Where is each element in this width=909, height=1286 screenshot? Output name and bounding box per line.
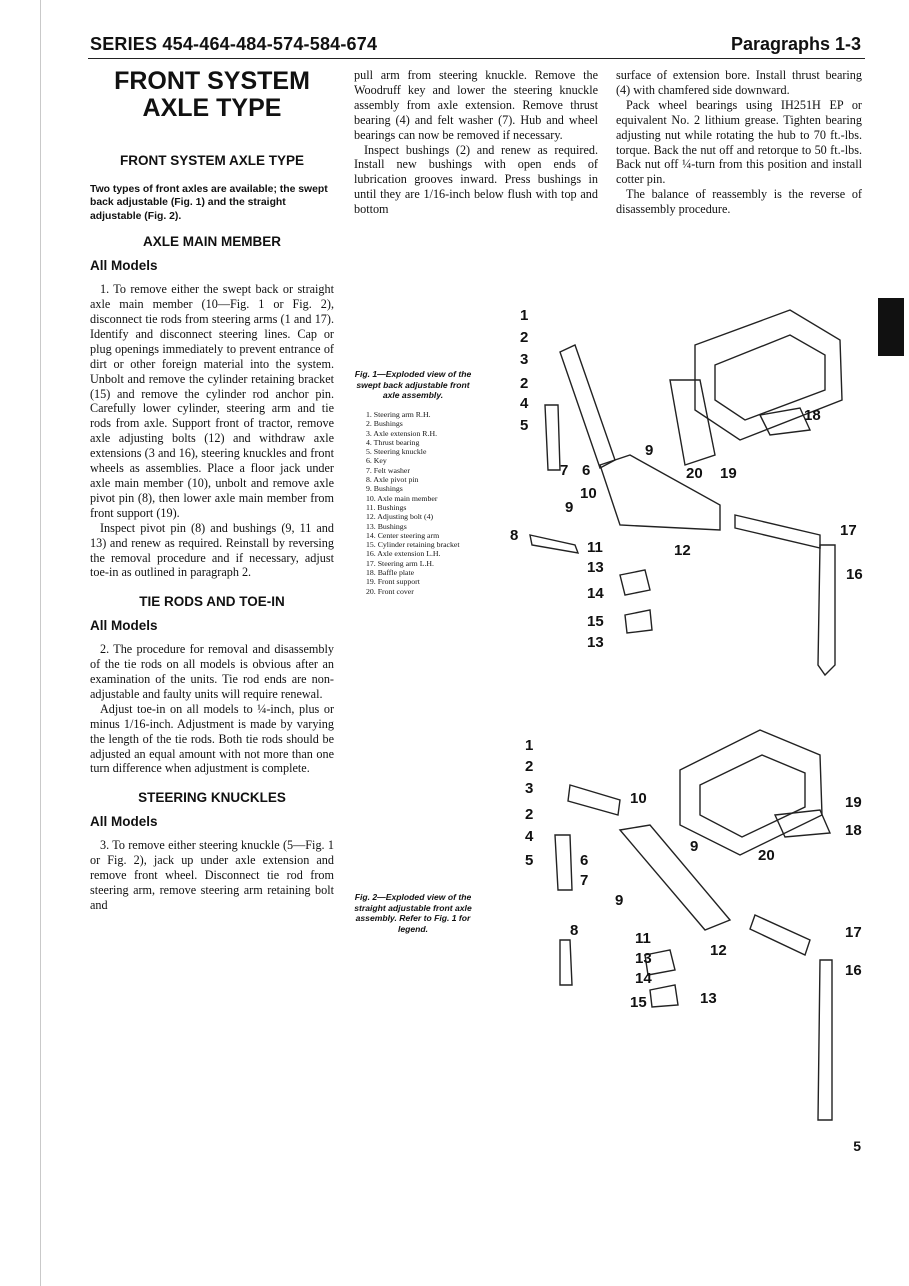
- fig1-callout-17: 17: [840, 522, 857, 539]
- fig1-callout-3: 3: [520, 351, 529, 368]
- axle-extension-lh-part-2: [750, 915, 810, 955]
- fig1-callout-6: 6: [582, 462, 591, 479]
- main-title-line2: AXLE TYPE: [142, 94, 282, 122]
- axle-paragraph-2: Inspect pivot pin (8) and bushings (9, 11 and 13) and renew as required. Reinstall by reversing the removal procedure and if necessary, adjust toe-in as outlined in paragraph 2.: [90, 520, 334, 580]
- column-3: [616, 68, 862, 217]
- axle-extension-rh-part-2: [568, 785, 620, 815]
- fig2-callouts: [525, 737, 862, 1011]
- front-support-inner-2: [700, 755, 805, 837]
- cylinder-bracket-part-2: [650, 985, 678, 1007]
- tie-paragraph-2: Adjust toe-in on all models to ¼-inch, plus or minus 1/16-inch. Adjustment is made by varying the length of the tie rods. Both tie rods should be adjusted an equal amount with not more than one turn difference when adjustment is complete.: [90, 701, 334, 776]
- fig1-callout-2a: 2: [520, 329, 529, 346]
- fig1-callout-2b: 2: [520, 375, 529, 392]
- col3-paragraph-2: Pack wheel bearings using IH251H EP or equivalent No. 2 lithium grease. Tighten bearing adjusting nut while rotating the hub to 70 ft.-lbs. torque. Back the nut off and retorque to 50 ft.-lbs. Back nut off ¼-turn from this position and install cotter pin.: [616, 97, 862, 187]
- fig1-legend-item: 20. Front cover: [366, 586, 414, 596]
- fig2-callout-15: 15: [630, 994, 647, 1011]
- fig2-callout-9b: 9: [615, 892, 624, 909]
- fig1-callout-20: 20: [686, 465, 703, 482]
- fig1-callout-9a: 9: [645, 442, 654, 459]
- pivot-pin-part-2: [560, 940, 572, 985]
- intro-text: Two types of front axles are available; the swept back adjustable (Fig. 1) and the straight adjustable (Fig. 2).: [90, 183, 328, 222]
- fig1-callout-5: 5: [520, 417, 529, 434]
- fig1-legend-item: 10. Axle main member: [366, 493, 438, 503]
- fig2-callout-10: 10: [630, 790, 647, 807]
- fig1-callout-18: 18: [804, 407, 821, 424]
- fig2-callout-2b: 2: [525, 806, 534, 823]
- steer-paragraph-1: 3. To remove either steering knuckle (5—Fig. 1 or Fig. 2), jack up under axle extension and remove front wheel. Disconnect tie rod from steering arm, remove steering arm retaining bolt and: [90, 838, 334, 912]
- fig1-caption: Fig. 1—Exploded view of the swept back adjustable front axle assembly.: [354, 369, 472, 400]
- fig2-callout-17: 17: [845, 924, 862, 941]
- fig2-callout-19: 19: [845, 794, 862, 811]
- fig1-callout-10: 10: [580, 485, 597, 502]
- section-heading-tie-rods: TIE RODS AND TOE-IN: [139, 594, 285, 610]
- series-header: SERIES 454-464-484-574-584-674: [90, 34, 378, 54]
- fig1-callout-11: 11: [587, 539, 603, 556]
- fig1-callout-4: 4: [520, 395, 529, 412]
- fig2-caption: Fig. 2—Exploded view of the straight adjustable front axle assembly. Refer to Fig. 1 for legend.: [354, 892, 472, 934]
- fig1-callout-8: 8: [510, 527, 519, 544]
- col3-paragraph-1: surface of extension bore. Install thrust bearing (4) with chamfered side downward.: [616, 68, 862, 97]
- fig1-legend-item: 18. Baffle plate: [366, 568, 415, 578]
- steering-knuckle-lh-part-2: [818, 960, 832, 1120]
- center-steering-arm-part: [620, 570, 650, 595]
- fig2-callout-2a: 2: [525, 758, 534, 775]
- col2-paragraph-1: pull arm from steering knuckle. Remove the Woodruff key and lower the steering knuckle assembly from axle extension. Remove thrust bearing (4) and felt washer (7). Hub and wheel bearings can now be removed if necessary.: [354, 68, 598, 142]
- fig2-callout-20: 20: [758, 847, 775, 864]
- axle-paragraph-1: 1. To remove either the swept back or straight axle main member (10—Fig. 1 or Fig. 2), disconnect tie rods from steering arms (1 and 17). Identify and disconnect steering lines. Cap or plug openings immediately to prevent entrance of dirt or other foreign material into the system. Unbolt and remove the cylinder retaining bracket (15) and remove the cylinder rod anchor pin. Carefully lower cylinder, steering arm and tie rods from axle. Support front of tractor, remove axle adjusting bolts (12) and withdraw axle extensions (3 and 16), steering knuckles and front wheels as assemblies. Place a floor jack under axle main member (10), unbolt and remove axle pivot pin (8), then lower axle main member from front support (19).: [90, 282, 334, 520]
- fig2-callout-8: 8: [570, 922, 579, 939]
- fig1-legend-item: 15. Cylinder retaining bracket: [366, 540, 460, 550]
- axle-extension-rh-part: [560, 345, 615, 468]
- paragraphs-header: Paragraphs 1-3: [730, 34, 861, 54]
- fig2-callout-5: 5: [525, 852, 534, 869]
- fig1-legend: [366, 410, 460, 596]
- fig1-legend-item: 16. Axle extension L.H.: [366, 549, 441, 559]
- fig1-callout-9b: 9: [565, 499, 574, 516]
- front-cover-part: [670, 380, 715, 465]
- fig1-legend-item: 2. Bushings: [366, 419, 403, 429]
- fig1-callout-13a: 13: [587, 559, 604, 576]
- fig1-exploded-view: [490, 290, 870, 690]
- col3-paragraph-3: The balance of reassembly is the reverse of disassembly procedure.: [616, 187, 862, 217]
- fig2-callout-18: 18: [845, 822, 862, 839]
- fig1-legend-item: 12. Adjusting bolt (4): [366, 512, 434, 522]
- axle-extension-lh-part: [735, 515, 820, 548]
- fig2-callout-13a: 13: [635, 950, 652, 967]
- fig1-legend-item: 5. Steering knuckle: [366, 447, 427, 457]
- subheading-all-models-3: All Models: [90, 814, 158, 830]
- fig2-callout-16: 16: [845, 962, 862, 979]
- fig1-legend-item: 3. Axle extension R.H.: [366, 428, 438, 438]
- fig2-callout-13b: 13: [700, 990, 717, 1007]
- fig2-callout-4: 4: [525, 828, 534, 845]
- tie-paragraph-1: 2. The procedure for removal and disassembly of the tie rods on all models is obvious after an examination of the units. Tie rod ends are non-adjustable and faulty units will require renewal.: [90, 642, 334, 701]
- main-title-line1: FRONT SYSTEM: [114, 67, 310, 95]
- fig2-callout-9a: 9: [690, 838, 699, 855]
- fig1-legend-item: 17. Steering arm L.H.: [366, 558, 434, 568]
- axle-main-member-part-2: [620, 825, 730, 930]
- pivot-pin-part: [530, 535, 578, 553]
- fig1-callout-19: 19: [720, 465, 737, 482]
- fig1-callout-16: 16: [846, 566, 863, 583]
- side-thumb-tab: [878, 298, 904, 356]
- fig1-legend-item: 7. Felt washer: [366, 465, 410, 475]
- col2-paragraph-2: Inspect bushings (2) and renew as required. Install new bushings with open ends of lubrication grooves inward. Press bushings in until they are 1/16-inch below flush with top and bottom: [354, 142, 598, 217]
- section-heading-front-system: FRONT SYSTEM AXLE TYPE: [119, 153, 305, 168]
- fig2-callout-7: 7: [580, 872, 589, 889]
- fig1-legend-item: 11. Bushings: [366, 502, 407, 512]
- fig1-legend-item: 19. Front support: [366, 577, 420, 587]
- column-2: [354, 68, 598, 217]
- column-1: [90, 154, 334, 913]
- fig2-callout-6: 6: [580, 852, 589, 869]
- fig1-callout-13b: 13: [587, 634, 604, 651]
- cylinder-bracket-part: [625, 610, 652, 633]
- fig1-callout-12: 12: [674, 542, 691, 559]
- fig1-legend-item: 13. Bushings: [366, 521, 407, 531]
- page-edge-line: [40, 0, 41, 1286]
- steering-knuckle-rh-part-2: [555, 835, 572, 890]
- fig2-callout-11: 11: [635, 930, 651, 947]
- page-number: 5: [853, 1138, 861, 1154]
- steering-knuckle-rh-part: [545, 405, 560, 470]
- fig1-callout-15: 15: [587, 613, 604, 630]
- section-heading-axle-main-member: AXLE MAIN MEMBER: [143, 234, 281, 250]
- subheading-all-models-1: All Models: [90, 258, 158, 274]
- fig1-legend-item: 8. Axle pivot pin: [366, 475, 419, 485]
- fig2-callout-1: 1: [525, 737, 534, 754]
- fig1-callout-14: 14: [587, 585, 604, 602]
- steering-knuckle-lh-part: [818, 545, 835, 675]
- baffle-plate-part-2: [775, 810, 830, 837]
- fig2-callout-14: 14: [635, 970, 652, 987]
- fig2-exploded-view: [500, 715, 870, 1135]
- main-title: [90, 68, 334, 122]
- header-rule: [88, 58, 865, 59]
- fig1-legend-item: 6. Key: [366, 456, 387, 466]
- fig1-callout-1: 1: [520, 307, 529, 324]
- section-heading-steering-knuckles: STEERING KNUCKLES: [138, 790, 286, 806]
- fig2-callout-12: 12: [710, 942, 727, 959]
- fig1-callout-7: 7: [560, 462, 569, 479]
- fig2-callout-3: 3: [525, 780, 534, 797]
- fig1-legend-item: 1. Steering arm R.H.: [366, 410, 431, 419]
- fig1-legend-item: 14. Center steering arm: [366, 530, 440, 540]
- subheading-all-models-2: All Models: [90, 618, 158, 634]
- fig1-legend-item: 9. Bushings: [366, 484, 403, 494]
- fig1-legend-item: 4. Thrust bearing: [366, 437, 420, 447]
